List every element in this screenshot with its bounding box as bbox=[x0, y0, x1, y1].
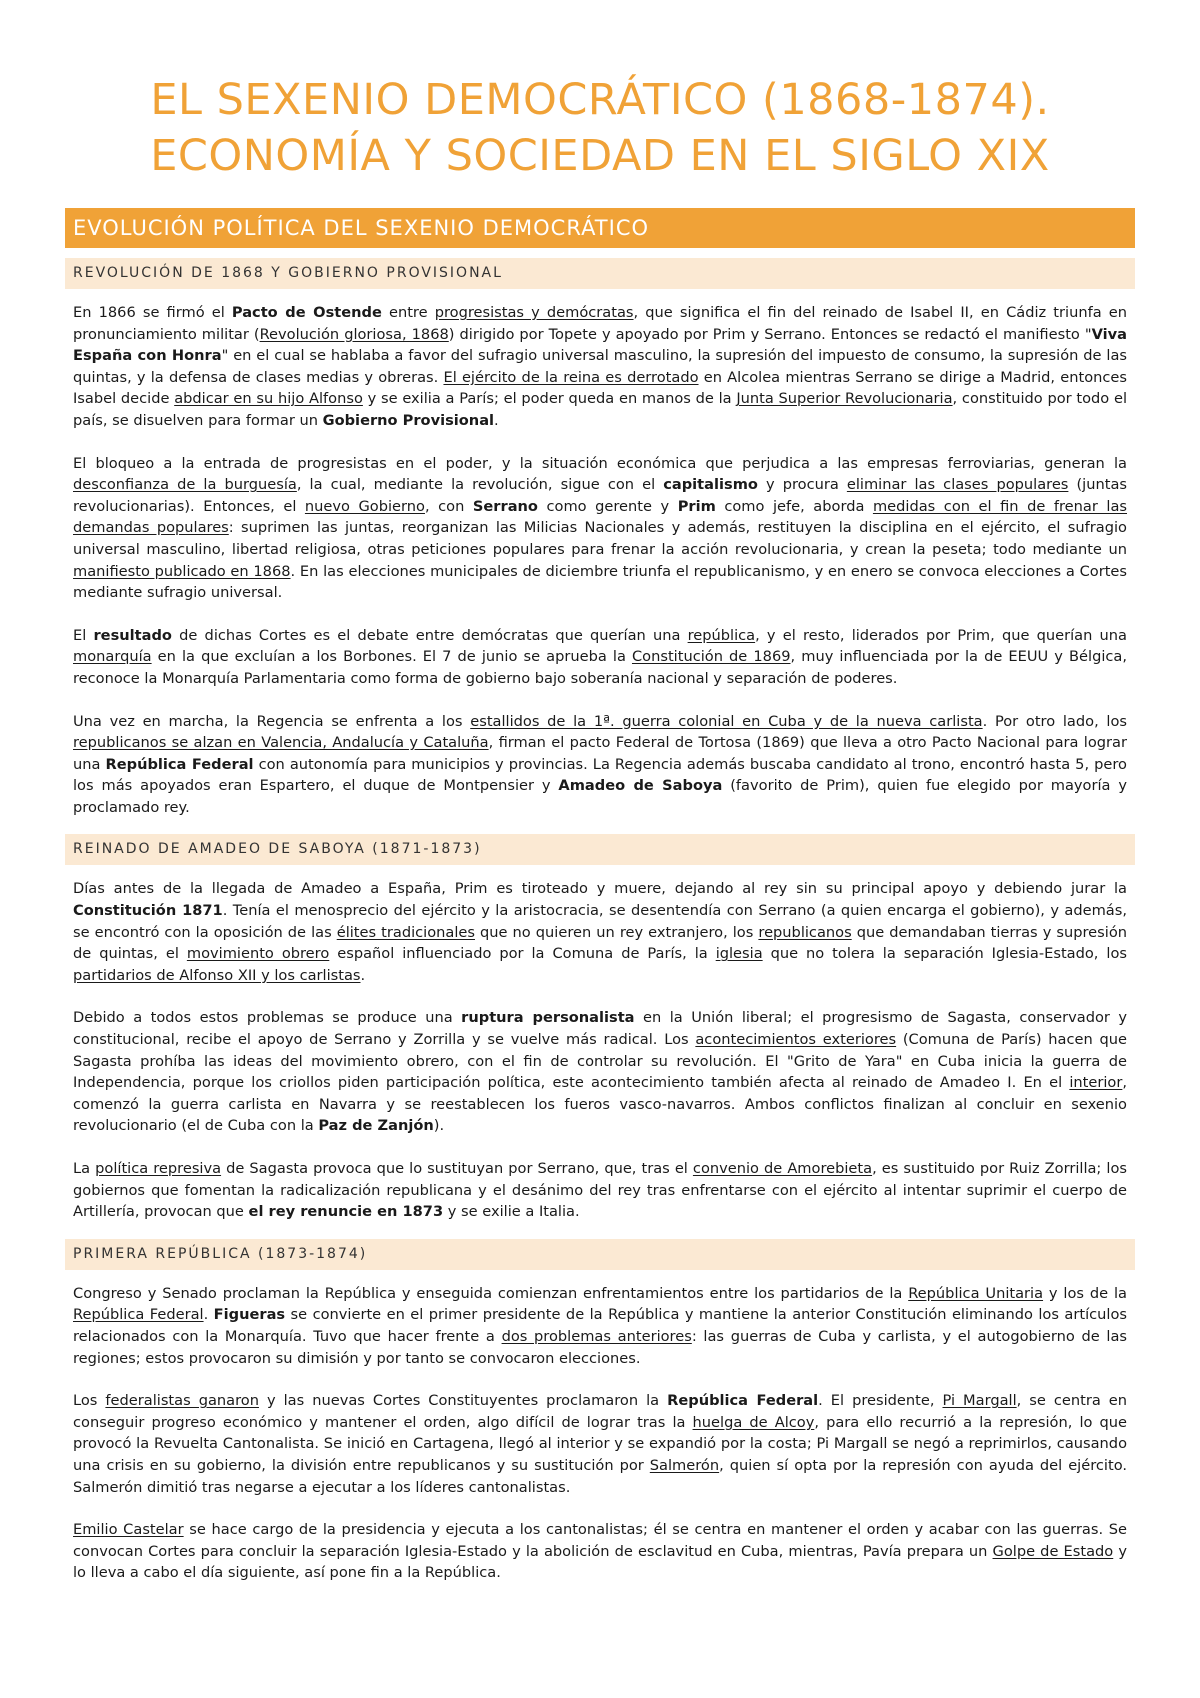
bold-term: el rey renuncie en 1873 bbox=[248, 1203, 444, 1221]
text-run: El bbox=[73, 626, 94, 644]
text-run: , comenzó la guerra carlista en Navarra y se reestablecen los fueros vasco-navarros. Ambos conflictos finalizan al concluir en sexenio revolucionario (el de Cuba con la bbox=[73, 1074, 1127, 1135]
bold-term: Constitución 1871 bbox=[73, 902, 223, 920]
text-run: Congreso y Senado proclaman la República y enseguida comienzan enfrentamientos entre los partidarios de la bbox=[73, 1284, 909, 1302]
text-run: , firman el pacto Federal de Tortosa (1869) que lleva a otro Pacto Nacional para lograr una bbox=[73, 734, 1127, 773]
underlined-term: acontecimientos exteriores bbox=[695, 1031, 897, 1049]
underlined-term: eliminar las clases populares bbox=[846, 476, 1069, 494]
text-run: se hace cargo de la presidencia y ejecuta a los cantonalistas; él se centra en mantener el orden y acabar con las guerras. Se convocan Cortes para concluir la separación Iglesia-Estado y la abolición de esclavitud en Cuba, mientras, Pavía prepara un bbox=[73, 1521, 1127, 1560]
paragraph bbox=[65, 1283, 1135, 1369]
text-run: con autonomía para municipios y provincias. La Regencia además buscaba candidato al trono, encontró hasta 5, pero los más apoyados eran Espartero, el duque de Montpensier y bbox=[73, 755, 1127, 795]
underlined-term: huelga de Alcoy bbox=[692, 1413, 815, 1431]
subsection-header-republica: PRIMERA REPÚBLICA (1873-1874) bbox=[65, 1239, 1135, 1270]
underlined-term: interior bbox=[1069, 1074, 1123, 1092]
text-run: Debido a todos estos problemas se produce una bbox=[73, 1009, 462, 1027]
text-run: , para ello recurrió a la represión, lo que provocó la Revuelta Cantonalista. Se inició en Cartagena, llegó al interior y se expandió por la costa; Pi Margall se negó a reprimirlos, causando una crisis en su gobierno, la división entre republicanos y su sustitución por bbox=[73, 1413, 1128, 1474]
underlined-term: iglesia bbox=[715, 945, 763, 963]
bold-term: Paz de Zanjón bbox=[318, 1117, 434, 1135]
text-run: . bbox=[203, 1306, 214, 1324]
text-run: que demandaban tierras y supresión de quintas, el bbox=[73, 923, 1127, 963]
underlined-term: república bbox=[687, 626, 756, 644]
underlined-term: República Federal bbox=[73, 1306, 204, 1324]
text-run: El bloqueo a la entrada de progresistas en el poder, y la situación económica que perjudica a las empresas ferroviarias, generan la bbox=[73, 454, 1127, 472]
underlined-term: Junta Superior Revolucionaria bbox=[736, 390, 953, 408]
bold-term: Gobierno Provisional bbox=[322, 411, 495, 429]
paragraph bbox=[65, 625, 1135, 690]
text-run: , la cual, mediante la revolución, sigue con el bbox=[296, 476, 664, 494]
underlined-term: élites tradicionales bbox=[336, 923, 475, 941]
text-run: y se exilia a París; el poder queda en manos de la bbox=[362, 390, 737, 408]
text-run: , y el resto, liderados por Prim, que querían una bbox=[755, 626, 1127, 644]
underlined-term: monarquía bbox=[73, 648, 152, 666]
text-run: " en el cual se hablaba a favor del sufragio universal masculino, la supresión del impuesto de consumo, la supresión de las quintas, y la defensa de clases medias y obreras. bbox=[73, 347, 1127, 386]
underlined-term: manifiesto publicado en 1868 bbox=[73, 562, 291, 580]
text-run: en Alcolea mientras Serrano se dirige a Madrid, entonces Isabel decide bbox=[73, 368, 1127, 408]
underlined-term: Constitución de 1869 bbox=[631, 648, 791, 666]
text-run: de dichas Cortes es el debate entre demócratas que querían una bbox=[171, 626, 688, 644]
text-run: en la que excluían a los Borbones. El 7 de junio se aprueba la bbox=[151, 648, 632, 666]
underlined-term: partidarios de Alfonso XII y los carlistas bbox=[73, 966, 361, 984]
text-run: . Por otro lado, los bbox=[982, 712, 1128, 730]
underlined-term: movimiento obrero bbox=[186, 945, 330, 963]
text-run: y los de la bbox=[1043, 1284, 1127, 1302]
text-run: . bbox=[360, 966, 366, 984]
section-header: EVOLUCIÓN POLÍTICA DEL SEXENIO DEMOCRÁTICO bbox=[65, 208, 1135, 248]
text-run: En 1866 se firmó el bbox=[73, 304, 232, 321]
text-run: , se centra en conseguir progreso económico y mantener el orden, algo difícil de lograr tras la bbox=[73, 1392, 1128, 1431]
underlined-term: estallidos de la 1ª. guerra colonial en Cuba y de la nueva carlista bbox=[470, 712, 983, 730]
underlined-term: Revolución gloriosa, 1868 bbox=[259, 325, 449, 343]
underlined-term: dos problemas anteriores bbox=[501, 1327, 692, 1345]
text-run: , muy influenciada por la de EEUU y Bélgica, reconoce la Monarquía Parlamentaria como forma de gobierno bajo soberanía nacional y separación de poderes. bbox=[73, 648, 1127, 687]
text-run: Los bbox=[73, 1392, 106, 1410]
bold-term: República Federal bbox=[667, 1392, 819, 1410]
underlined-term: republicanos bbox=[758, 923, 852, 941]
subsection-header-revolucion: REVOLUCIÓN DE 1868 Y GOBIERNO PROVISIONAL bbox=[65, 258, 1135, 289]
text-run: que no tolera la separación Iglesia-Estado, los bbox=[762, 945, 1127, 963]
subsection-header-amadeo: REINADO DE AMADEO DE SABOYA (1871-1873) bbox=[65, 834, 1135, 865]
bold-term: Prim bbox=[677, 497, 716, 515]
text-run: se convierte en el primer presidente de la República y mantiene la anterior Constitución eliminando los artículos relacionados con la Monarquía. Tuvo que hacer frente a bbox=[73, 1306, 1127, 1345]
underlined-term: nuevo Gobierno bbox=[304, 497, 425, 515]
text-run: como jefe, aborda bbox=[715, 497, 873, 515]
bold-term: capitalismo bbox=[663, 476, 758, 494]
text-run: entre bbox=[381, 304, 435, 321]
text-run: de Sagasta provoca que lo sustituyan por Serrano, que, tras el bbox=[221, 1160, 693, 1177]
underlined-term: federalistas ganaron bbox=[105, 1392, 259, 1410]
paragraph bbox=[65, 453, 1135, 604]
text-run: y las nuevas Cortes Constituyentes proclamaron la bbox=[258, 1392, 668, 1410]
paragraph bbox=[65, 1158, 1135, 1223]
text-run: español influenciado por la Comuna de París, la bbox=[329, 945, 716, 963]
text-run: ) dirigido por Topete y apoyado por Prim y Serrano. Entonces se redactó el manifiesto " bbox=[448, 325, 1092, 343]
paragraph bbox=[65, 302, 1135, 432]
text-run: : las guerras de Cuba y carlista, y el autogobierno de las regiones; estos provocaron su dimisión y por tanto se convocaron elecciones. bbox=[73, 1327, 1127, 1367]
underlined-term: Golpe de Estado bbox=[992, 1542, 1114, 1560]
text-run: . El presidente, bbox=[818, 1392, 943, 1410]
text-run: , constituido por todo el país, se disuelven para formar un bbox=[73, 390, 1127, 429]
text-run: y procura bbox=[757, 476, 847, 494]
text-run: , que significa el fin del reinado de Isabel II, en Cádiz triunfa en pronunciamiento militar ( bbox=[73, 304, 1127, 343]
paragraph bbox=[65, 878, 1135, 986]
text-run: y se exilie a Italia. bbox=[443, 1203, 580, 1221]
text-run: (juntas revolucionarias). Entonces, el bbox=[73, 476, 1127, 515]
text-run: : suprimen las juntas, reorganizan las Milicias Nacionales y además, restituyen la disciplina en el ejército, el sufragio universal masculino, libertad religiosa, otras peticiones populares para frenar la acción revolucionaria, y crean la peseta; todo mediante un bbox=[73, 519, 1127, 558]
text-run: . Tenía el menosprecio del ejército y la aristocracia, se desentendía con Serrano (a quien encarga el gobierno), y además, se encontró con la oposición de las bbox=[73, 902, 1127, 941]
document-title bbox=[65, 0, 1135, 184]
bold-term: Pacto de Ostende bbox=[231, 304, 382, 321]
text-run: ). bbox=[433, 1117, 445, 1135]
text-run: como gerente y bbox=[537, 497, 678, 515]
paragraph bbox=[65, 1390, 1135, 1498]
bold-term: República Federal bbox=[105, 755, 254, 773]
text-run: (favorito de Prim), quien fue elegido por mayoría y proclamado rey. bbox=[73, 777, 1127, 816]
text-run: y lo lleva a cabo el día siguiente, así pone fin a la República. bbox=[73, 1542, 1127, 1582]
underlined-term: política represiva bbox=[95, 1160, 222, 1177]
title-line-2: ECONOMÍA Y SOCIEDAD EN EL SIGLO XIX bbox=[150, 131, 1050, 181]
text-run: Días antes de la llegada de Amadeo a España, Prim es tiroteado y muere, dejando al rey sin su principal apoyo y debiendo jurar la bbox=[73, 880, 1127, 898]
bold-term: Serrano bbox=[472, 497, 538, 515]
underlined-term: progresistas y demócratas bbox=[434, 304, 634, 321]
paragraph bbox=[65, 1007, 1135, 1137]
bold-term: Viva España con Honra bbox=[73, 325, 1128, 365]
text-run: (Comuna de París) hacen que Sagasta prohíba las ideas del movimiento obrero, con el fin de controlar su revolución. El "Grito de Yara" en Cuba inicia la guerra de Independencia, porque los criollos piden participación política, este acontecimiento también afecta al reinado de Amadeo I. En el bbox=[73, 1031, 1127, 1092]
underlined-term: República Unitaria bbox=[908, 1284, 1044, 1302]
text-run: , quien sí opta por la represión con ayuda del ejército. Salmerón dimitió tras negarse a ejecutar a los líderes cantonalistas. bbox=[73, 1456, 1128, 1496]
paragraph bbox=[65, 711, 1135, 819]
underlined-term: Pi Margall bbox=[942, 1392, 1017, 1410]
bold-term: Amadeo de Saboya bbox=[558, 777, 723, 795]
title-line-1: EL SEXENIO DEMOCRÁTICO (1868-1874). bbox=[150, 75, 1050, 125]
underlined-term: abdicar en su hijo Alfonso bbox=[174, 390, 363, 408]
bold-term: Figueras bbox=[213, 1306, 286, 1324]
text-run: La bbox=[73, 1160, 96, 1177]
text-run: . bbox=[494, 411, 499, 429]
underlined-term: convenio de Amorebieta bbox=[692, 1160, 873, 1177]
underlined-term: republicanos se alzan en Valencia, Andalucía y Cataluña bbox=[73, 734, 489, 752]
bold-term: ruptura personalista bbox=[461, 1009, 635, 1027]
text-run: en la Unión liberal; el progresismo de Sagasta, conservador y constitucional, recibe el apoyo de Serrano y Zorrilla y se vuelve más radical. Los bbox=[73, 1009, 1127, 1049]
bold-term: resultado bbox=[93, 626, 172, 644]
underlined-term: Salmerón bbox=[649, 1456, 720, 1474]
text-run: que no quieren un rey extranjero, los bbox=[474, 923, 759, 941]
text-run: , es sustituido por Ruiz Zorrilla; los gobiernos que fomentan la radicalización republicana y el desánimo del rey tras enfrentarse con el ejército al intentar suprimir el cuerpo de Artillería, provocan que bbox=[73, 1160, 1127, 1221]
text-run: Una vez en marcha, la Regencia se enfrenta a los bbox=[73, 712, 471, 730]
text-run: . En las elecciones municipales de diciembre triunfa el republicanismo, y en enero se convoca elecciones a Cortes mediante sufragio universal. bbox=[73, 562, 1127, 602]
underlined-term: Emilio Castelar bbox=[73, 1521, 184, 1539]
underlined-term: El ejército de la reina es derrotado bbox=[443, 368, 699, 386]
text-run: , con bbox=[424, 497, 473, 515]
paragraph bbox=[65, 1519, 1135, 1584]
underlined-term: desconfianza de la burguesía bbox=[73, 476, 297, 494]
underlined-term: medidas con el fin de frenar las demandas populares bbox=[73, 497, 1127, 537]
